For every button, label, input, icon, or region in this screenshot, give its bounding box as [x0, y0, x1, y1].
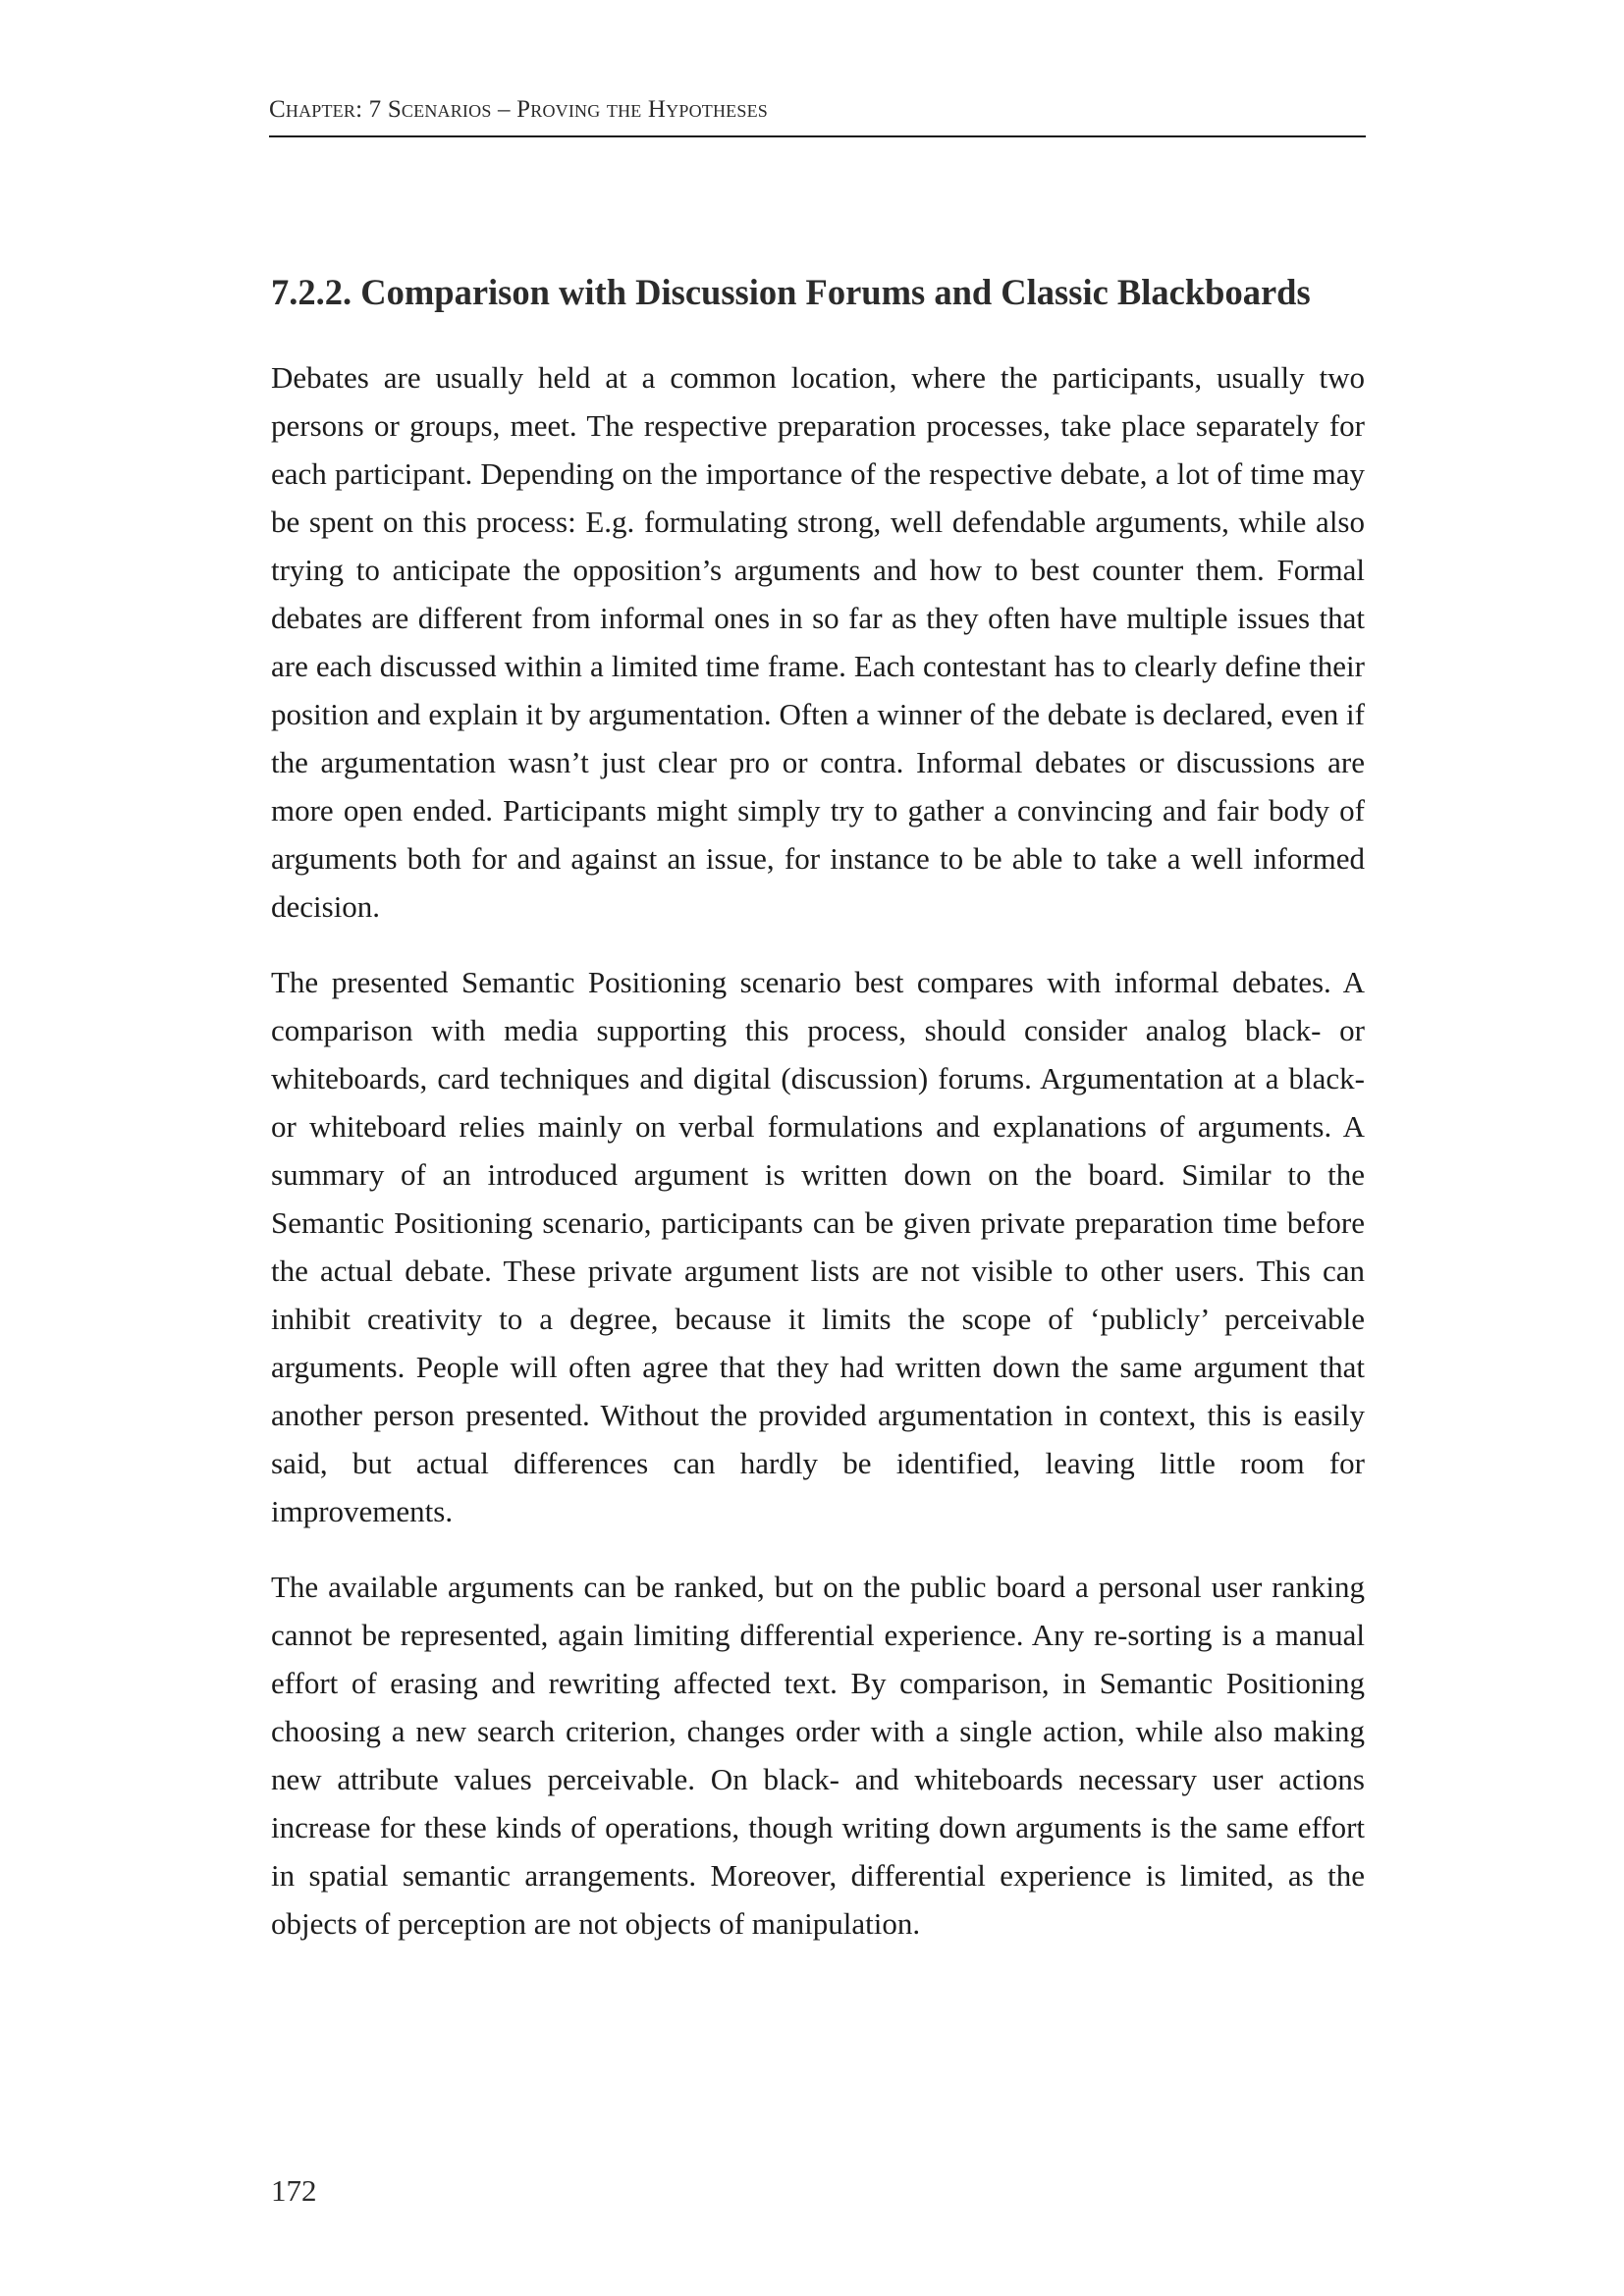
- section-title: 7.2.2. Comparison with Discussion Forums and Classic Blackboards: [271, 272, 1311, 312]
- body-text: [271, 353, 1365, 1975]
- paragraph: The available arguments can be ranked, but on the public board a personal user ranking cannot be represented, again limiting differential experience. Any re-sorting is a manual effort of erasing and rewriting affected text. By comparison, in Semantic Positioning choosing a new search criterion, changes order with a single action, while also making new attribute values perceivable. On black- and whiteboards necessary user actions increase for these kinds of operations, though writing down arguments is the same effort in spatial semantic arrangements. Moreover, differential experience is limited, as the objects of perception are not objects of manipulation.: [271, 1570, 1365, 1941]
- running-header: [269, 96, 1366, 137]
- paragraph: Debates are usually held at a common location, where the participants, usually two persons or groups, meet. The respective preparation processes, take place separately for each participant. Depending on the importance of the respective debate, a lot of time may be spent on this process: E.g. formulating strong, well defendable arguments, while also trying to anticipate the opposition’s arguments and how to best counter them. Formal debates are different from informal ones in so far as they often have multiple issues that are each discussed within a limited time frame. Each contestant has to clearly define their position and explain it by argumentation. Often a winner of the debate is declared, even if the argumentation wasn’t just clear pro or contra. Informal debates or discussions are more open ended. Participants might simply try to gather a convincing and fair body of arguments both for and against an issue, for instance to be able to take a well informed decision.: [271, 360, 1365, 924]
- paragraph: The presented Semantic Positioning scenario best compares with informal debates. A comparison with media supporting this process, should consider analog black- or whiteboards, card techniques and digital (discussion) forums. Argumentation at a black- or whiteboard relies mainly on verbal formulations and explanations of arguments. A summary of an introduced argument is written down on the board. Similar to the Semantic Positioning scenario, participants can be given private preparation time before the actual debate. These private argument lists are not visible to other users. This can inhibit creativity to a degree, because it limits the scope of ‘publicly’ perceivable arguments. People will often agree that they had written down the same argument that another person presented. Without the provided argumentation in context, this is easily said, but actual differences can hardly be identified, leaving little room for improvements.: [271, 965, 1365, 1528]
- page-number: 172: [271, 2173, 317, 2208]
- chapter-label: Chapter: 7 Scenarios – Proving the Hypotheses: [269, 96, 768, 123]
